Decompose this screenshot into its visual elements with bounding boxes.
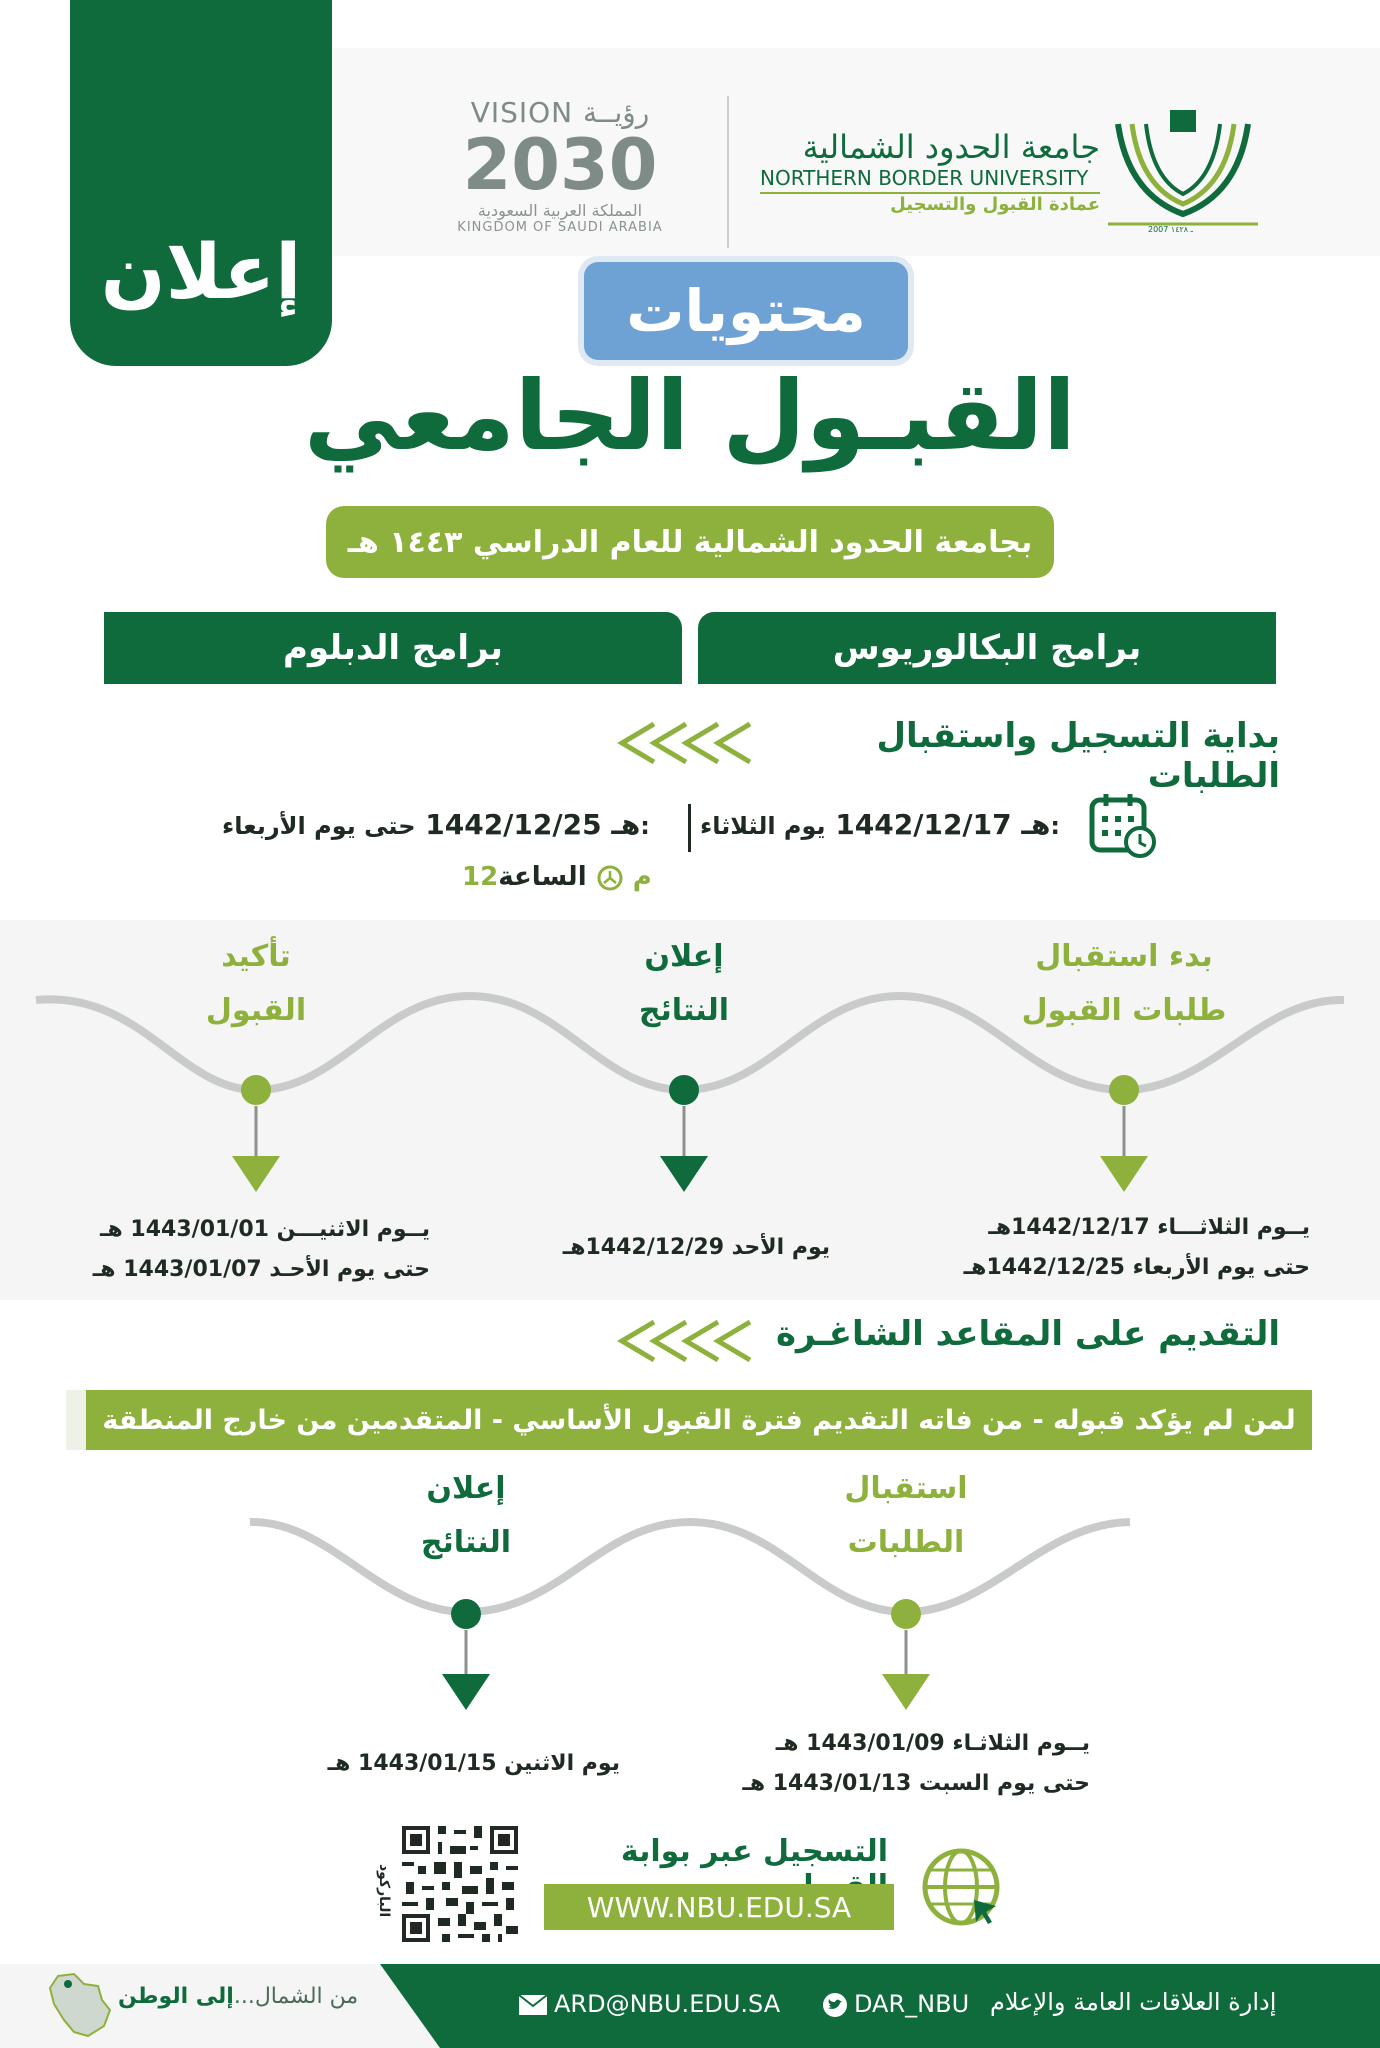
stage-date-line: يــوم الثلاثـــاء 1442/12/17هـ (988, 1215, 1310, 1240)
diploma-programs-bar (104, 612, 682, 684)
university-logo-icon (1108, 104, 1258, 236)
page-title: القبـول الجامعي (304, 360, 1076, 472)
stage-title-line: القبول (205, 993, 307, 1028)
vision-label: VISION رؤيــة (470, 96, 650, 129)
registration-start (700, 808, 1060, 841)
stage-date-line: يوم الاثنين 1443/01/15 هـ (327, 1751, 620, 1776)
footer-department: إدارة العلاقات العامة والإعلام (990, 1988, 1277, 2016)
eligibility-bar (86, 1390, 1312, 1450)
university-founded: 2007 ـ ١٤٢٨ (1148, 225, 1193, 234)
stage-date-line: يــوم الاثنيـــن 1443/01/01 هـ (99, 1217, 430, 1242)
watermark-badge (584, 262, 908, 360)
header-divider (727, 96, 729, 248)
hijri-suffix: هـ (611, 808, 641, 841)
globe-icon (918, 1844, 1004, 1930)
date-separator (688, 804, 691, 852)
timeline-1-stage-1-title (1004, 930, 1244, 1038)
timeline-2-wave (0, 1460, 1380, 1730)
stage-date-line: يوم الأحد 1442/12/29هـ (562, 1235, 830, 1260)
footer-email-link[interactable] (518, 1990, 780, 2018)
registration-end (222, 808, 650, 841)
eligibility-text: لمن لم يؤكد قبوله - من فاته التقديم فترة القبول الأساسي - المتقدمين من خارج المنطقة (102, 1404, 1296, 1436)
chevrons-icon (614, 718, 754, 768)
slogan-bold: إلى الوطن (118, 1984, 234, 2009)
start-date: 1442/12/17 (835, 808, 1012, 841)
university-name-en: NORTHERN BORDER UNIVERSITY (760, 166, 1100, 194)
time-label: الساعة (498, 862, 587, 892)
admission-deanship: عمادة القبول والتسجيل (890, 194, 1100, 215)
email-icon (518, 1994, 548, 2016)
timeline-2-stage-2-dates (300, 1744, 620, 1784)
timeline-2-stage-1-dates (700, 1724, 1090, 1804)
slogan-prefix: من الشمال... (233, 1984, 359, 2009)
start-label: يوم الثلاثاء: (700, 812, 1060, 840)
announcement-tab (70, 0, 332, 366)
registration-heading: بداية التسجيل واستقبال الطلبات (876, 716, 1280, 796)
stage-title-line: استقبال (844, 1471, 968, 1506)
vision-country-ar: المملكة العربية السعودية (477, 201, 643, 220)
stage-title-line: الطلبات (847, 1525, 965, 1560)
timeline-1-stage-1-dates (900, 1208, 1310, 1288)
stage-date-line: حتى يوم الأربعاء 1442/12/25هـ (963, 1255, 1310, 1280)
registration-time (462, 862, 652, 892)
university-name-block (760, 128, 1100, 238)
portal-url-link[interactable] (544, 1884, 894, 1930)
timeline-1-stage-3-title (136, 930, 376, 1038)
bachelor-label: برامج البكالوريوس (832, 628, 1142, 668)
vision-country-en: KINGDOM OF SAUDI ARABIA (457, 220, 663, 235)
stage-title-line: تأكيد (221, 939, 291, 974)
vacant-seats-heading: التقديم على المقاعد الشاغـرة (775, 1314, 1280, 1354)
stage-title-line: طلبات القبول (1021, 993, 1227, 1028)
portal-url-text: WWW.NBU.EDU.SA (586, 1890, 852, 1924)
stage-title-line: بدء استقبال (1035, 939, 1213, 974)
timeline-2-stage-2-title (346, 1462, 586, 1570)
calendar-icon (1088, 790, 1158, 860)
timeline-1-stage-3-dates (60, 1210, 430, 1290)
stage-date-line: حتى يوم السبت 1443/01/13 هـ (742, 1771, 1090, 1796)
stage-date-line: يــوم الثلاثـاء 1443/01/09 هـ (775, 1731, 1090, 1756)
announcement-label: إعلان (100, 227, 302, 316)
end-label: حتى يوم الأربعاء: (222, 812, 650, 840)
twitter-handle: DAR_NBU (854, 1990, 970, 2018)
stage-title-line: إعلان (644, 939, 724, 974)
time-value: 12م (462, 862, 652, 892)
footer-slogan (118, 1984, 358, 2009)
twitter-icon (822, 1992, 848, 2018)
subtitle-text: بجامعة الحدود الشمالية للعام الدراسي ١٤٤٣ هـ (347, 524, 1033, 560)
qr-code-icon[interactable] (398, 1822, 522, 1946)
timeline-2-stage-1-marker (882, 1599, 930, 1710)
timeline-2-stage-2-marker (442, 1599, 490, 1710)
timeline-1-stage-2-dates (500, 1228, 830, 1268)
stage-title-line: النتائج (638, 993, 730, 1028)
stage-title-line: إعلان (426, 1471, 506, 1506)
timeline-2-stage-1-title (786, 1462, 1026, 1570)
clock-icon (596, 864, 624, 892)
chevrons-icon (614, 1316, 754, 1366)
stage-title-line: النتائج (420, 1525, 512, 1560)
university-name-ar: جامعة الحدود الشمالية (802, 128, 1100, 166)
vision-2030-logo (440, 96, 680, 246)
subtitle-pill (326, 506, 1054, 578)
bachelor-programs-bar (698, 612, 1276, 684)
footer-twitter-link[interactable] (822, 1990, 969, 2018)
email-address: ARD@NBU.EDU.SA (554, 1990, 781, 2018)
portal-label: التسجيل عبر بوابة (620, 1834, 888, 1869)
qr-label: الباركود (376, 1864, 392, 1918)
diploma-label: برامج الدبلوم (283, 628, 503, 668)
vision-year: 2030 (462, 124, 658, 206)
stage-date-line: حتى يوم الأحـد 1443/01/07 هـ (92, 1257, 430, 1282)
watermark-text: محتويات (626, 277, 866, 345)
hijri-suffix: هـ (1021, 808, 1051, 841)
saudi-map-icon (44, 1970, 114, 2042)
timeline-1-stage-2-title (564, 930, 804, 1038)
end-date: 1442/12/25 (425, 808, 602, 841)
